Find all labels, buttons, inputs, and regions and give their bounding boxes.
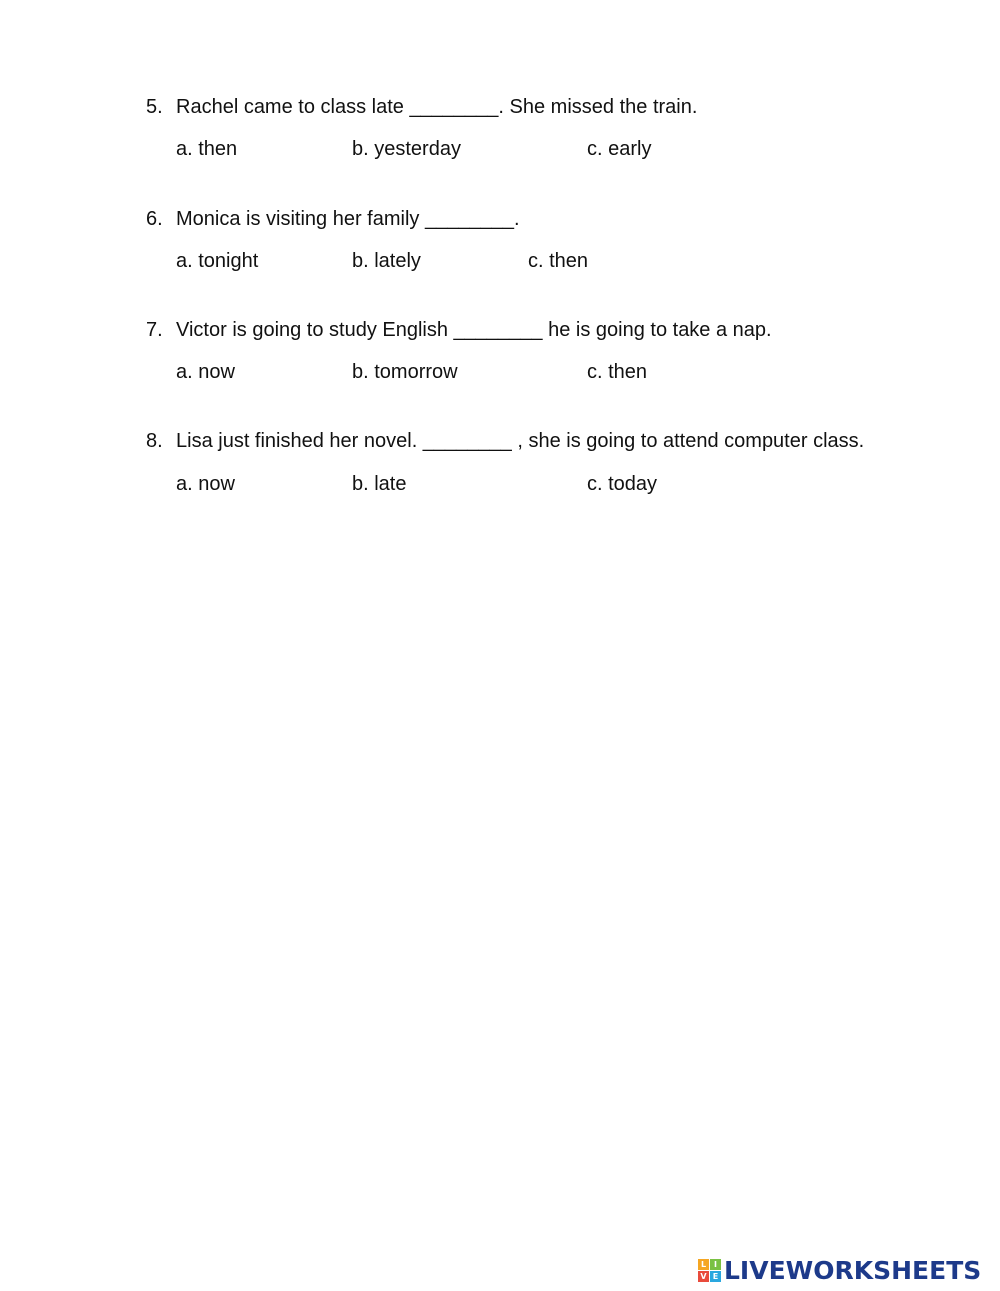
logo-letter: I <box>710 1259 721 1270</box>
logo-letter: E <box>710 1271 721 1282</box>
brand-logo-icon <box>698 1259 721 1282</box>
option-a: a. now <box>176 361 235 383</box>
option-a: a. now <box>176 473 235 495</box>
logo-letter: V <box>698 1271 709 1282</box>
option-b: b. lately <box>352 250 421 272</box>
option-b: b. tomorrow <box>352 361 458 383</box>
question-number: 8. <box>146 430 163 452</box>
question-prompt: Rachel came to class late ________. She missed the train. <box>176 96 698 118</box>
logo-letter: L <box>698 1259 709 1270</box>
question-text <box>146 429 864 453</box>
question-prompt: Monica is visiting her family ________. <box>176 208 520 230</box>
option-c: c. early <box>587 138 652 160</box>
liveworksheets-logo <box>698 1256 981 1284</box>
question-text <box>146 207 520 231</box>
option-a: a. tonight <box>176 250 259 272</box>
option-c: c. today <box>587 473 658 495</box>
question-prompt: Victor is going to study English ________ he is going to take a nap. <box>176 319 772 341</box>
option-c: c. then <box>528 250 589 272</box>
question-number: 5. <box>146 96 163 118</box>
question-text <box>146 318 772 342</box>
question-text <box>146 95 697 119</box>
question-number: 6. <box>146 208 163 230</box>
option-a: a. then <box>176 138 238 160</box>
option-b: b. late <box>352 473 407 495</box>
option-c: c. then <box>587 361 648 383</box>
option-b: b. yesterday <box>352 138 461 160</box>
question-prompt: Lisa just finished her novel. ________ , she is going to attend computer class. <box>176 430 865 452</box>
brand-name: LIVEWORKSHEETS <box>724 1255 982 1285</box>
question-number: 7. <box>146 319 163 341</box>
